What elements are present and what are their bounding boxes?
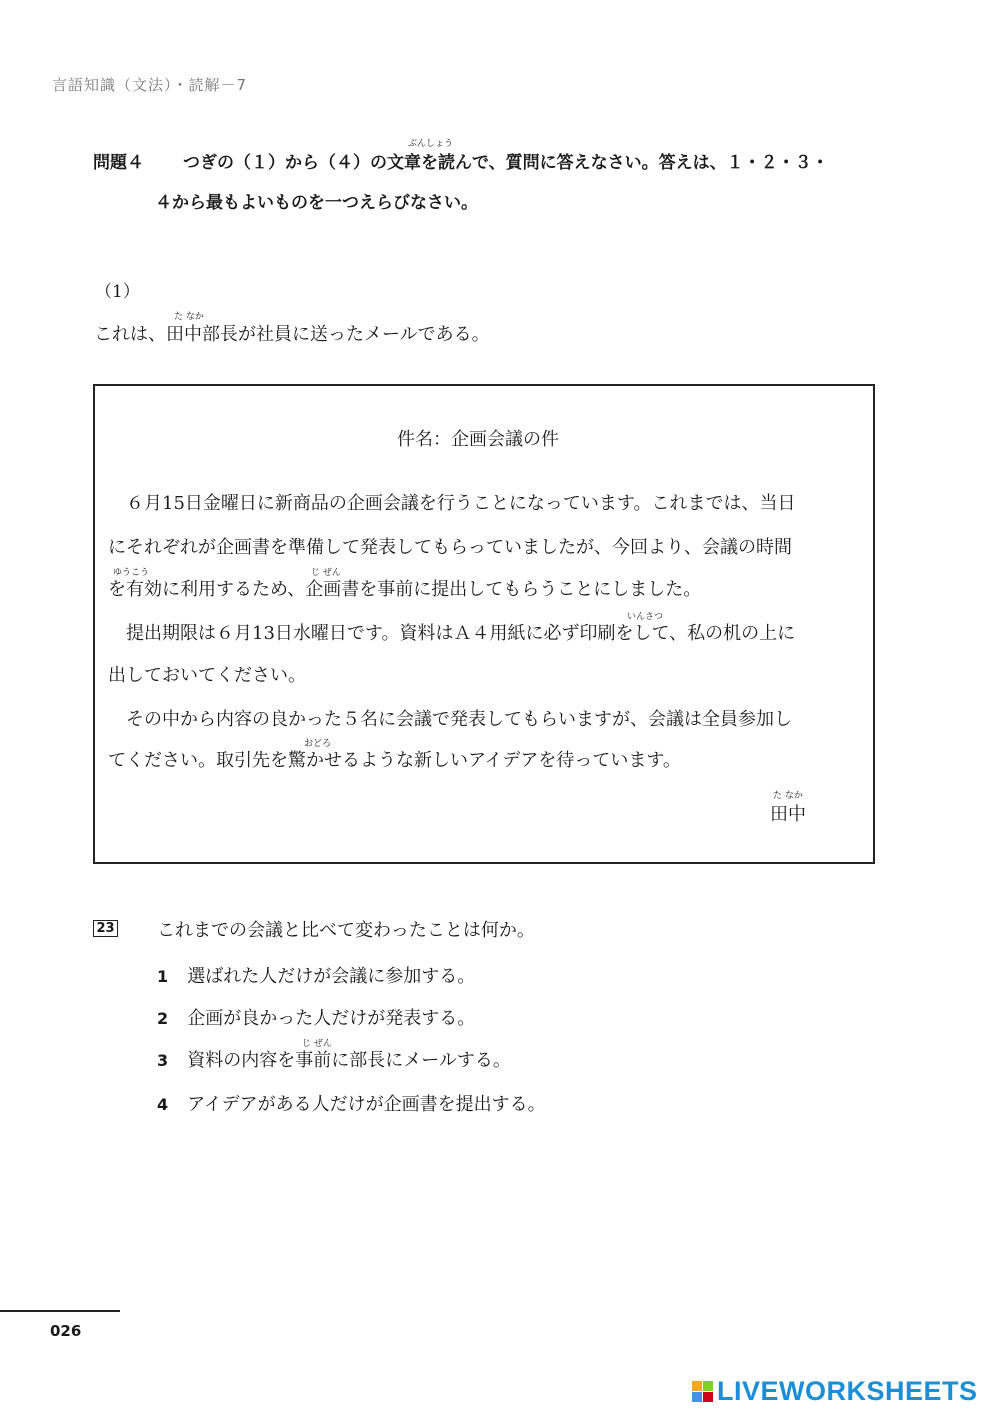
furigana-option-jizen: じ ぜん [302, 1039, 332, 1049]
email-line: にそれぞれが企画書を準備して発表してもらっていましたが、今回より、会議の時間 [108, 537, 792, 558]
page-header: 言語知識（文法）・読解－7 [52, 76, 248, 94]
footer-rule [0, 1310, 120, 1312]
option-2[interactable] [157, 1004, 475, 1030]
option-number: 3 [157, 1051, 169, 1070]
logo-text: LIVEWORKSHEETS [717, 1376, 978, 1406]
question-label: 問題４ [93, 153, 144, 173]
option-text: 企画が良かった人だけが発表する。 [187, 1008, 476, 1029]
logo-block [692, 1392, 702, 1402]
option-number: 2 [157, 1009, 169, 1028]
email-line: てください。取引先を驚かせるような新しいアイデアを待っています。 [108, 750, 681, 771]
option-1[interactable] [157, 962, 475, 988]
logo-block [703, 1392, 713, 1402]
instruction-line-2: ４から最もよいものを一つえらびなさい。 [155, 193, 478, 213]
furigana-jizen: じ ぜん [311, 568, 341, 578]
option-text: アイデアがある人だけが企画書を提出する。 [187, 1094, 546, 1115]
email-line: を有効に利用するため、企画書を事前に提出してもらうことにしました。 [108, 579, 702, 600]
logo-blocks-icon [692, 1381, 713, 1402]
option-number: 1 [157, 967, 169, 986]
logo-block [703, 1381, 713, 1391]
email-line: その中から内容の良かった５名に会議で発表してもらいますが、会議は全員参加し [108, 709, 792, 730]
logo-block [692, 1381, 702, 1391]
section-number: （1） [95, 282, 140, 302]
email-line: 出しておいてください。 [108, 665, 306, 686]
furigana-odoro: おどろ [304, 739, 332, 749]
furigana-signature: た なか [773, 791, 803, 801]
page-number: 026 [50, 1322, 82, 1340]
option-3[interactable] [157, 1046, 511, 1072]
question-number-box: 23 [93, 920, 118, 937]
option-number: 4 [157, 1095, 169, 1114]
email-signature: 田中 [770, 804, 806, 825]
email-subject: 件名：企画会議の件 [397, 429, 559, 450]
section-intro: これは、田中部長が社員に送ったメールである。 [94, 324, 490, 345]
option-4[interactable] [157, 1090, 546, 1116]
option-text: 資料の内容を事前に部長にメールする。 [187, 1050, 511, 1071]
instruction-line-1: つぎの（１）から（４）の文章を読んで、質問に答えなさい。答えは、１・２・３・ [183, 153, 829, 173]
question-text: これまでの会議と比べて変わったことは何か。 [157, 920, 535, 941]
furigana-bunsho: ぶんしょう [408, 139, 454, 149]
option-text: 選ばれた人だけが会議に参加する。 [187, 966, 476, 987]
furigana-yukou: ゆうこう [113, 568, 150, 578]
email-line: 提出期限は６月13日水曜日です。資料はＡ４用紙に必ず印刷をして、私の机の上に [108, 623, 796, 644]
email-line: ６月15日金曜日に新商品の企画会議を行うことになっています。これまでは、当日 [108, 493, 796, 514]
liveworksheets-logo[interactable] [692, 1376, 978, 1407]
furigana-insatsu: いんさつ [627, 612, 664, 622]
furigana-tanaka: た なか [174, 312, 204, 322]
